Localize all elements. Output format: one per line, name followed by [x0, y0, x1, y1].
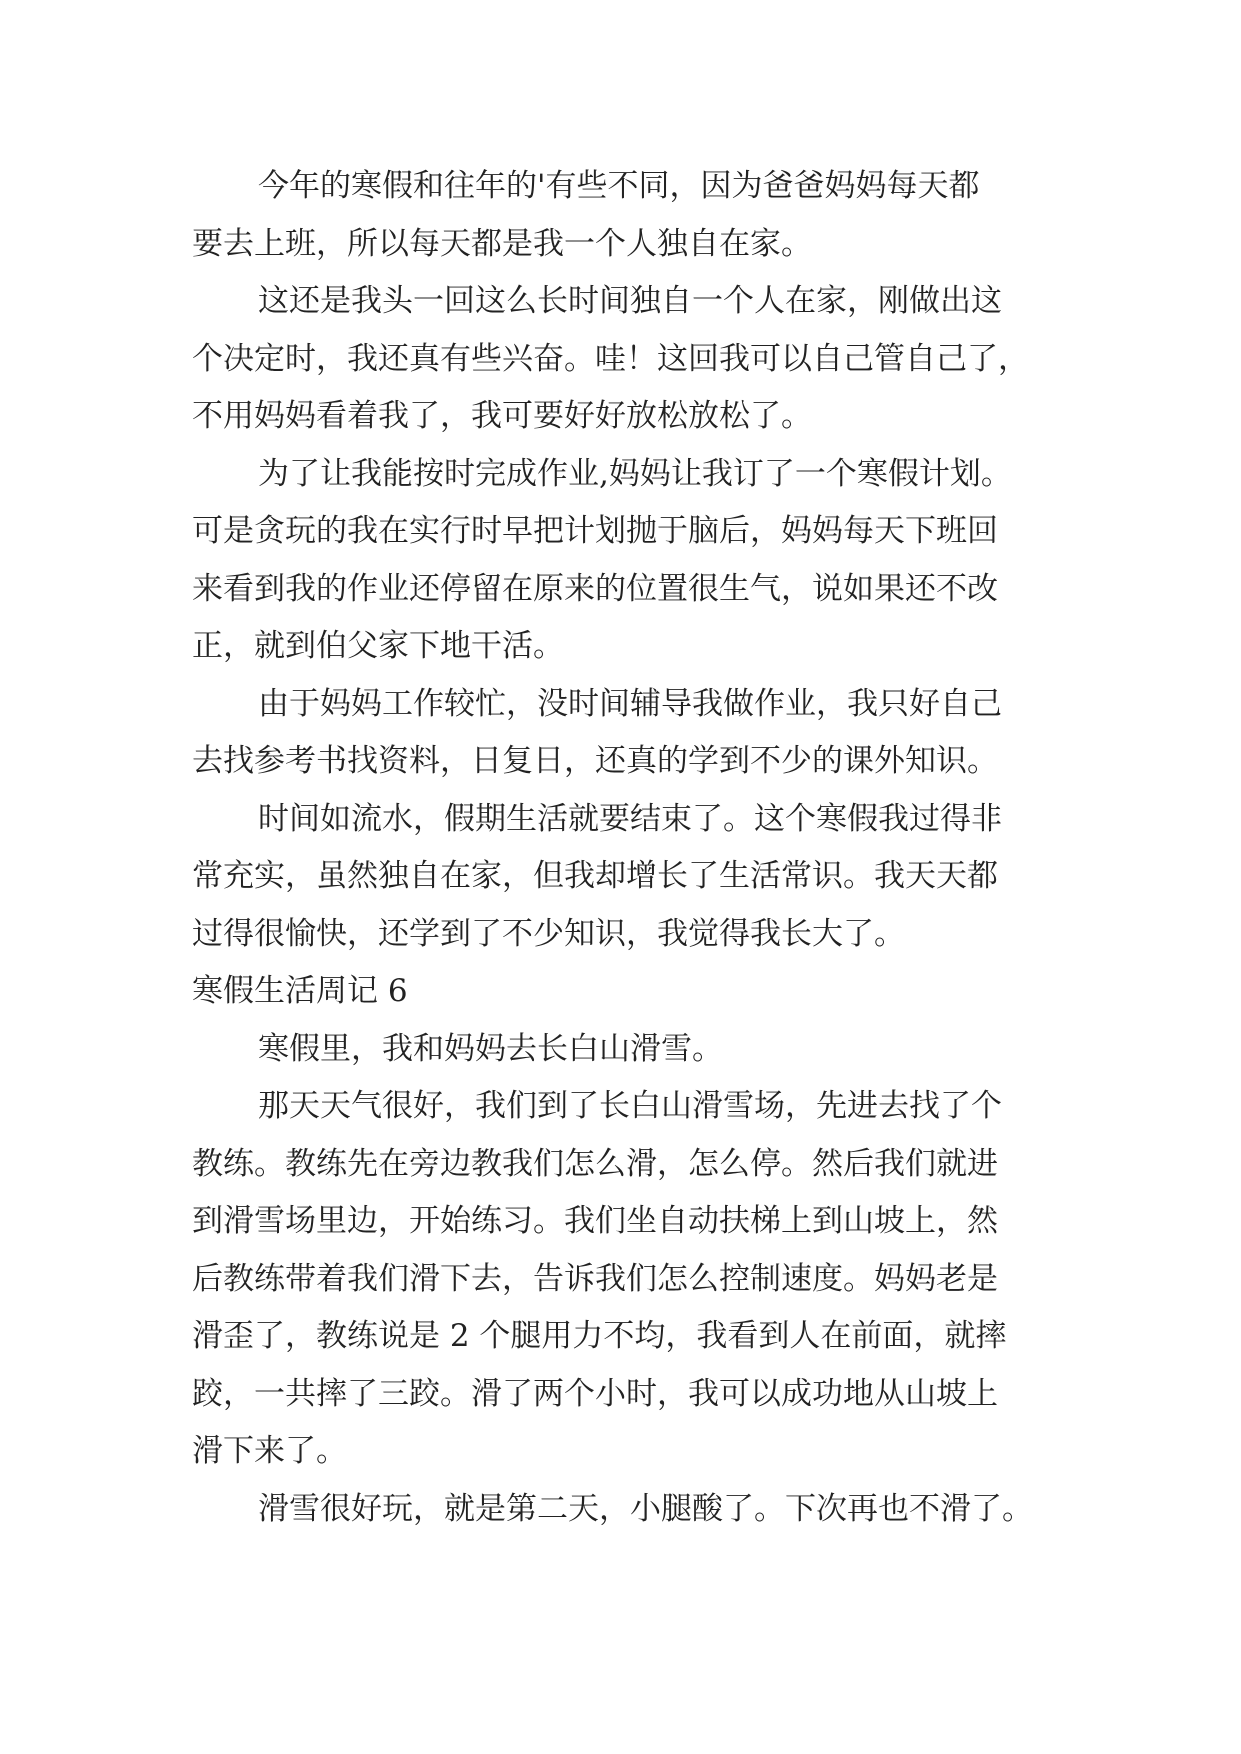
paragraph-line: 不用妈妈看着我了，我可要好好放松放松了。	[192, 398, 812, 434]
paragraph-line: 到滑雪场里边，开始练习。我们坐自动扶梯上到山坡上，然	[192, 1203, 998, 1239]
paragraph-line: 时间如流水，假期生活就要结束了。这个寒假我过得非	[258, 800, 1002, 837]
paragraph-line: 这还是我头一回这么长时间独自一个人在家，刚做出这	[258, 283, 1002, 319]
paragraph-line: 滑歪了，教练说是 2 个腿用力不均，我看到人在前面，就摔	[192, 1318, 1007, 1354]
paragraph-line: 去找参考书找资料，日复日，还真的学到不少的课外知识。	[192, 743, 998, 779]
paragraph-line: 寒假里，我和妈妈去长白山滑雪。	[258, 1030, 723, 1067]
paragraph-line: 滑下来了。	[192, 1433, 347, 1469]
paragraph-line: 跤，一共摔了三跤。滑了两个小时，我可以成功地从山坡上	[192, 1375, 998, 1412]
paragraph-line: 常充实，虽然独自在家，但我却增长了生活常识。我天天都	[192, 858, 998, 894]
paragraph-line: 正，就到伯父家下地干活。	[192, 628, 564, 664]
paragraph-line: 那天天气很好，我们到了长白山滑雪场，先进去找了个	[258, 1088, 1002, 1124]
paragraph-line: 教练。教练先在旁边教我们怎么滑，怎么停。然后我们就进	[192, 1145, 998, 1182]
paragraph-line: 今年的寒假和往年的'有些不同，因为爸爸妈妈每天都	[258, 168, 980, 204]
section-heading: 寒假生活周记 6	[192, 973, 408, 1009]
paragraph-line: 后教练带着我们滑下去，告诉我们怎么控制速度。妈妈老是	[192, 1260, 998, 1297]
document-body	[192, 158, 1072, 1538]
paragraph-line: 由于妈妈工作较忙，没时间辅导我做作业，我只好自己	[258, 685, 1002, 722]
paragraph-line: 为了让我能按时完成作业,妈妈让我订了一个寒假计划。	[258, 455, 1012, 492]
paragraph-line: 滑雪很好玩，就是第二天，小腿酸了。下次再也不滑了。	[258, 1490, 1033, 1527]
paragraph-line: 要去上班，所以每天都是我一个人独自在家。	[192, 225, 812, 262]
paragraph-line: 来看到我的作业还停留在原来的位置很生气，说如果还不改	[192, 570, 998, 607]
paragraph-line: 可是贪玩的我在实行时早把计划抛于脑后，妈妈每天下班回	[192, 513, 998, 549]
paragraph-line: 过得很愉快，还学到了不少知识，我觉得我长大了。	[192, 915, 905, 952]
paragraph-line: 个决定时，我还真有些兴奋。哇！这回我可以自己管自己了，	[192, 340, 1029, 377]
